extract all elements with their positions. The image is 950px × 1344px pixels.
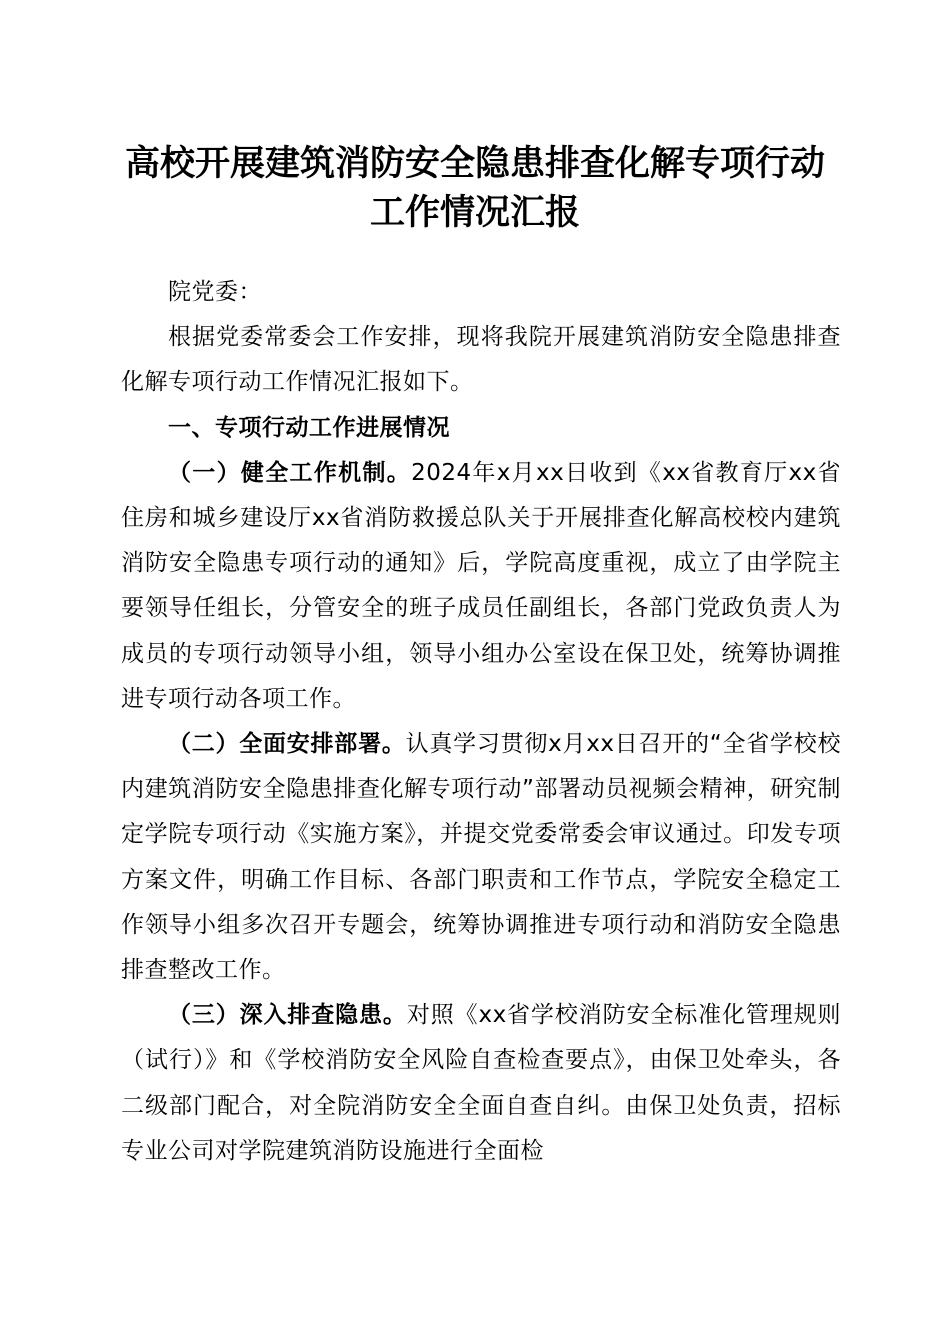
item-heading: （三）深入排查隐患。 bbox=[168, 1002, 407, 1029]
item-paragraph bbox=[121, 451, 841, 722]
item-heading: （一）健全工作机制。 bbox=[168, 459, 412, 486]
item-heading: （二）全面安排部署。 bbox=[168, 731, 406, 758]
item-paragraph bbox=[121, 722, 841, 993]
section-heading: 一、专项行动工作进展情况 bbox=[168, 414, 450, 441]
item-paragraph bbox=[121, 993, 841, 1174]
document-title-line-2: 工作情况汇报 bbox=[369, 192, 580, 233]
item-text: 认真学习贯彻x月xx日召开的“全省学校校内建筑消防安全隐患排查化解专项行动”部署动员视频会精神，研究制定学院专项行动《实施方案》，并提交党委常委会审议通过。印发专项方案文件，明确工作目标、各部门职责和工作节点，学院安全稳定工作领导小组多次召开专题会，统筹协调推进专项行动和消防安全隐患排查整改工作。 bbox=[121, 731, 842, 984]
document-body bbox=[121, 270, 841, 1174]
item-text: 对照《xx省学校消防安全标准化管理规则（试行）》和《学校消防安全风险自查检查要点》，由保卫处牵头，各二级部门配合，对全院消防安全全面自查自纠。由保卫处负责，招标专业公司对学院建筑消防设施进行全面检 bbox=[121, 1002, 841, 1164]
item-text: 2024年x月xx日收到《xx省教育厅xx省住房和城乡建设厅xx省消防救援总队关于开展排查化解高校校内建筑消防安全隐患专项行动的通知》后，学院高度重视，成立了由学院主要领导任组长，分管安全的班子成员任副组长，各部门党政负责人为成员的专项行动领导小组，领导小组办公室设在保卫处，统筹协调推进专项行动各项工作。 bbox=[121, 459, 842, 712]
salutation: 院党委： bbox=[168, 279, 262, 305]
document-title-line-1: 高校开展建筑消防安全隐患排查化解专项行动 bbox=[124, 143, 825, 184]
intro-paragraph: 根据党委常委会工作安排，现将我院开展建筑消防安全隐患排查化解专项行动工作情况汇报如下。 bbox=[121, 324, 841, 396]
